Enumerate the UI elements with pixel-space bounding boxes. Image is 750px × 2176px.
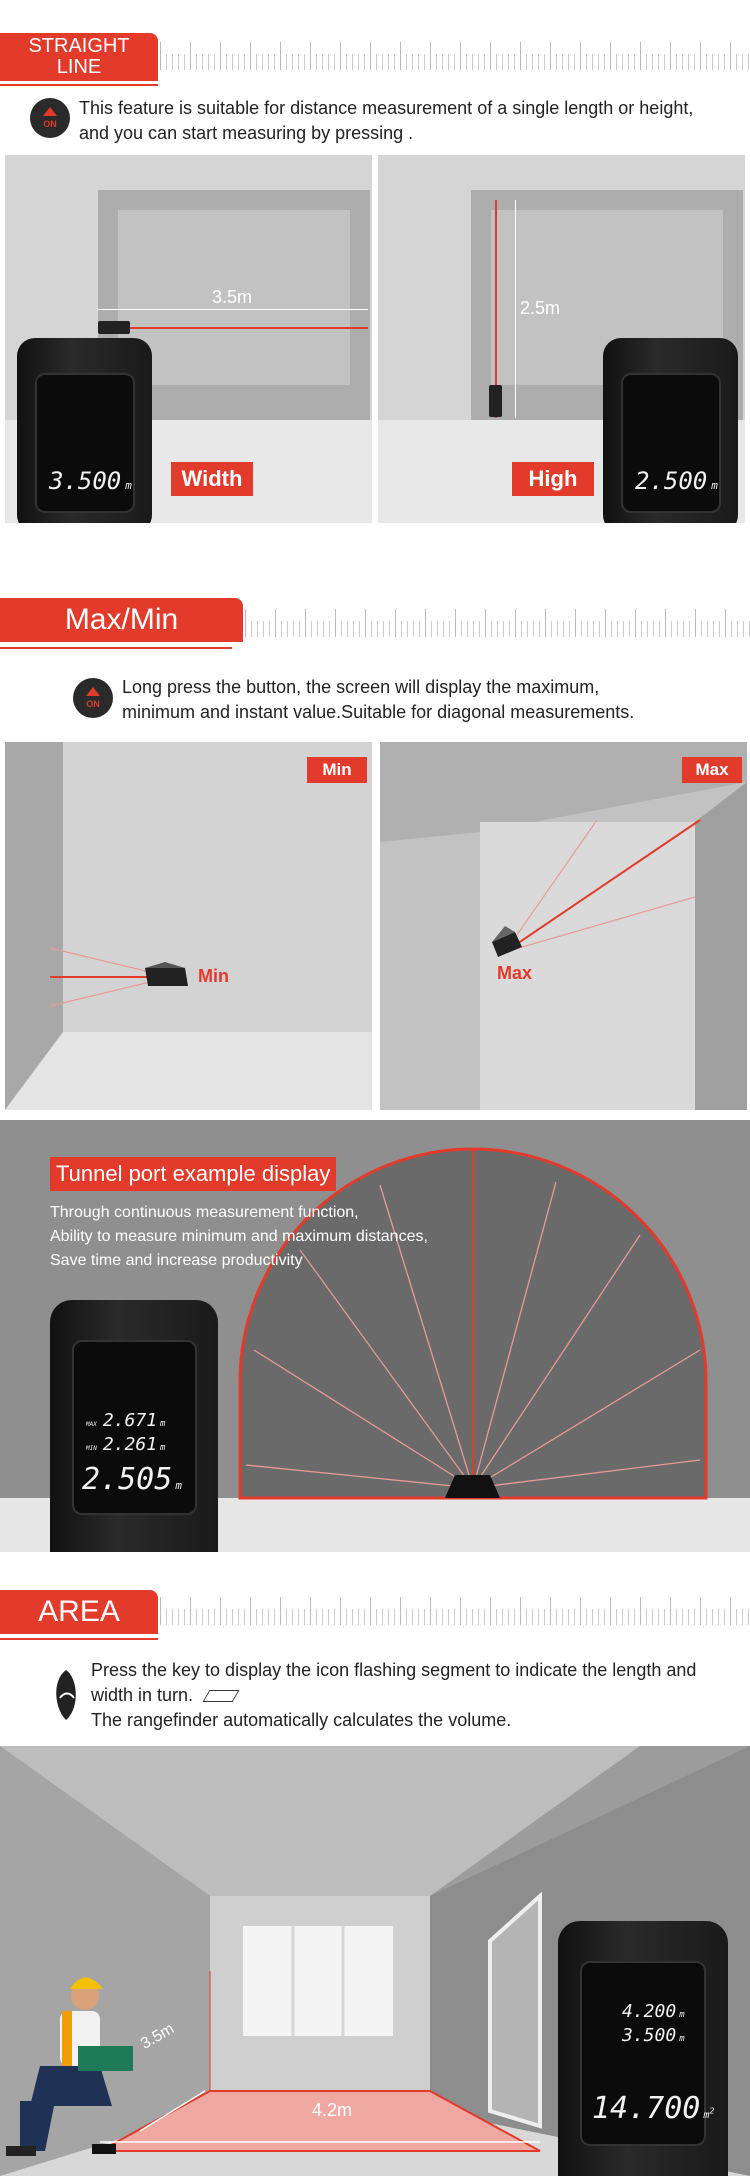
maxmin-description: Long press the button, the screen will display the maximum, minimum and instant value.Suitable for diagonal measurements. [122, 677, 635, 722]
area-shape-icon [203, 1690, 240, 1702]
width-label: Width [171, 462, 253, 496]
depth-measure-text: 3.5m [137, 2020, 178, 2053]
title-underline [0, 1638, 158, 1640]
height-measure-text: 2.5m [520, 298, 561, 318]
height-label: High [512, 462, 594, 496]
rangefinder-device [558, 1921, 728, 2176]
section-title-line2: LINE [56, 56, 102, 78]
measure-line [98, 309, 368, 310]
max-badge: Max [682, 757, 742, 783]
max-text: Max [497, 963, 533, 983]
lcd-line1: 4.200 m [622, 2001, 685, 2022]
max-panel [380, 742, 747, 1110]
lcd-reading: 2.500 m [635, 467, 718, 495]
rangefinder-device [17, 338, 152, 523]
section-title-line1: STRAIGHT [28, 35, 130, 57]
mini-device [489, 385, 502, 417]
mini-device [98, 321, 130, 334]
tunnel-description: Through continuous measurement function, Ability to measure minimum and maximum distances, Save time and increase productivity [50, 1204, 428, 1269]
key-hand-icon [52, 1668, 80, 1722]
ruler-decoration [160, 30, 750, 70]
min-scene [5, 742, 372, 1110]
laser-line [98, 327, 368, 329]
max-scene [380, 742, 747, 1110]
area-description: Press the key to display the icon flashing segment to indicate the length and width in turn. The rangefinder automatically calculates the volume. [91, 1660, 697, 1730]
lcd-max: MAX 2.671 m [86, 1410, 166, 1431]
power-button-icon: ON [30, 98, 70, 138]
title-underline [0, 647, 232, 649]
width-measure-text: 3.5m [212, 287, 253, 307]
width-measure-text: 4.2m [308, 2100, 356, 2121]
section-title-area: AREA [0, 1590, 158, 1634]
power-button-icon: ON [73, 678, 113, 718]
section-title-maxmin: Max/Min [0, 598, 243, 642]
straight-description: This feature is suitable for distance measurement of a single length or height, and you can start measuring by pressing . [79, 98, 694, 143]
measure-line [515, 200, 516, 418]
lcd-min: MIN 2.261 m [86, 1434, 166, 1455]
room-scene [0, 1746, 750, 2176]
tunnel-banner [0, 1120, 750, 1552]
title-underline [0, 84, 158, 86]
ruler-decoration [160, 1585, 750, 1625]
lcd-reading: 3.500 m [49, 467, 132, 495]
min-text: Min [198, 966, 229, 986]
rangefinder-device [50, 1300, 218, 1552]
lcd-main: 2.505 m [82, 1462, 182, 1497]
lcd-main: 14.700 $m^2$ [592, 2091, 715, 2126]
lcd-line2: 3.500 m [622, 2025, 685, 2046]
min-badge: Min [307, 757, 367, 783]
tunnel-title: Tunnel port example display [50, 1157, 336, 1191]
section-title-straight-line [0, 33, 158, 81]
min-panel [5, 742, 372, 1110]
rangefinder-device [603, 338, 738, 523]
width-panel [5, 155, 372, 523]
ruler-decoration [245, 597, 750, 637]
height-panel [378, 155, 745, 523]
